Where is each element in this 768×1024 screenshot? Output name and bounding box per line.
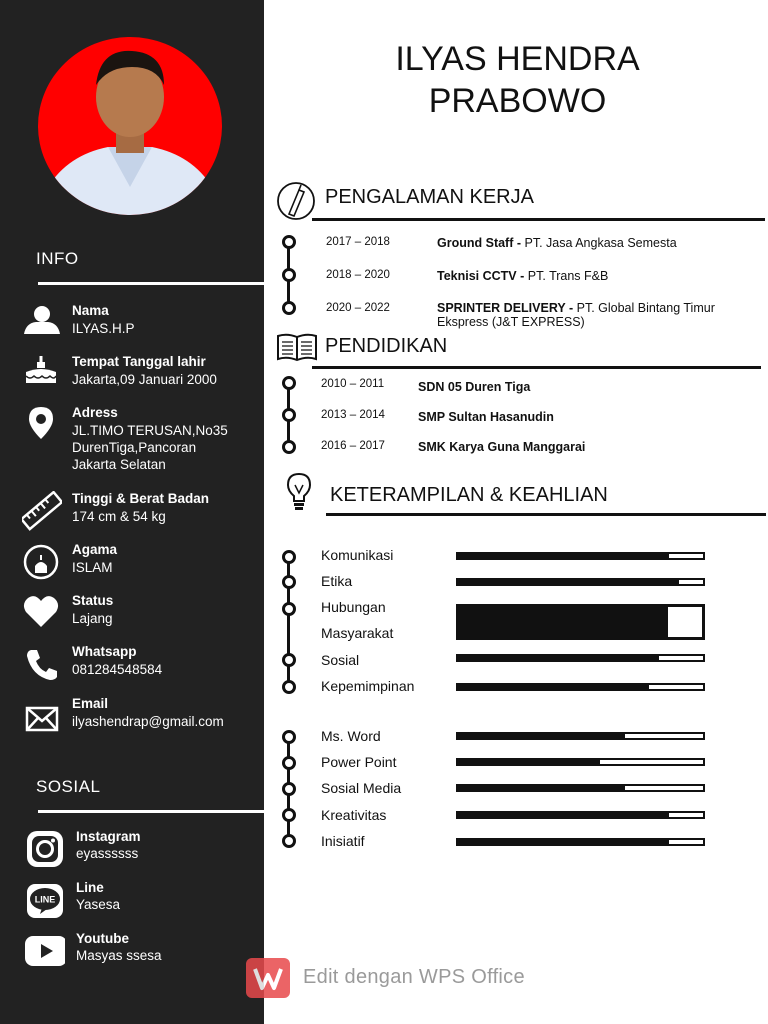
experience-years: 2017 – 2018 <box>326 236 390 248</box>
experience-entry <box>437 301 747 329</box>
info-divider <box>38 282 264 285</box>
education-school: SDN 05 Duren Tiga <box>418 380 531 394</box>
name-line-1: ILYAS HENDRA <box>395 40 640 78</box>
info-item-height-weight <box>22 491 262 539</box>
info-label: Whatsapp <box>72 644 137 659</box>
experience-company: PT. Trans F&B <box>527 269 609 283</box>
skill-bar-fill <box>458 580 679 584</box>
education-years: 2010 – 2011 <box>321 378 385 390</box>
info-value: Lajang <box>72 611 113 626</box>
skill-bar <box>456 552 705 560</box>
skill-bar <box>456 683 705 691</box>
skill-bar-fill <box>458 554 669 558</box>
timeline-dot <box>282 680 296 694</box>
experience-company: PT. Global Bintang Timur Ekspress (J&T EXPRESS) <box>437 301 715 329</box>
skill-label: Inisiatif <box>321 833 365 849</box>
info-value: ilyashendrap@gmail.com <box>72 714 224 729</box>
wps-watermark-text: Edit dengan WPS Office <box>303 966 525 988</box>
timeline-dot <box>282 602 296 616</box>
timeline-dot <box>282 834 296 848</box>
info-item-name <box>22 303 262 351</box>
timeline-dot <box>282 301 296 315</box>
skill-bar <box>456 758 705 766</box>
heart-icon <box>22 593 62 633</box>
envelope-icon <box>22 696 62 736</box>
skill-bar-fill <box>458 734 625 738</box>
name-line-2: PRABOWO <box>428 82 607 120</box>
mosque-icon <box>22 542 62 582</box>
person-icon <box>22 303 62 343</box>
timeline-dot <box>282 235 296 249</box>
experience-separator: - <box>513 236 525 250</box>
lightbulb-icon <box>285 471 313 513</box>
skill-bar-fill <box>459 607 668 637</box>
education-title: PENDIDIKAN <box>325 335 448 357</box>
skill-label: Ms. Word <box>321 728 381 744</box>
open-book-icon <box>276 332 318 362</box>
skill-bar-fill <box>458 813 669 817</box>
education-school: SMK Karya Guna Manggarai <box>418 440 586 454</box>
education-school: SMP Sultan Hasanudin <box>418 410 554 424</box>
skill-bar-fill <box>458 840 669 844</box>
info-item-status <box>22 593 262 641</box>
info-item-email <box>22 696 262 744</box>
timeline-dot <box>282 782 296 796</box>
education-divider <box>312 366 761 369</box>
social-item-youtube[interactable] <box>25 931 261 975</box>
info-item-birth <box>22 354 262 402</box>
social-label: Instagram <box>76 829 141 844</box>
skill-bar <box>456 811 705 819</box>
timeline-dot <box>282 756 296 770</box>
skill-label: Sosial Media <box>321 780 402 796</box>
social-divider <box>38 810 264 813</box>
timeline-dot <box>282 730 296 744</box>
skill-label: Komunikasi <box>321 547 394 563</box>
info-label: Adress <box>72 405 118 420</box>
social-value: Yasesa <box>76 897 121 912</box>
timeline-dot <box>282 550 296 564</box>
skill-bar-fill <box>458 685 649 689</box>
skill-label-line-2: Masyarakat <box>321 625 394 641</box>
experience-separator: - <box>516 269 528 283</box>
skill-bar <box>456 838 705 846</box>
timeline-dot <box>282 376 296 390</box>
timeline-dot <box>282 268 296 282</box>
skill-bar <box>456 732 705 740</box>
timeline-dot <box>282 808 296 822</box>
experience-entry <box>437 236 747 250</box>
info-item-whatsapp <box>22 644 262 692</box>
wps-watermark[interactable] <box>246 956 546 1000</box>
wps-logo-icon <box>246 958 290 998</box>
person-name <box>300 38 735 122</box>
experience-separator: - <box>565 301 577 315</box>
experience-role: SPRINTER DELIVERY <box>437 301 566 315</box>
info-label: Agama <box>72 542 118 557</box>
experience-divider <box>312 218 765 221</box>
skill-label: Sosial <box>321 652 360 668</box>
social-label: Youtube <box>76 931 129 946</box>
info-value: JL.TIMO TERUSAN,No35 DurenTiga,Pancoran Jakarta Selatan <box>72 423 228 472</box>
skill-label: Etika <box>321 573 353 589</box>
timeline-dot <box>282 653 296 667</box>
skill-bar <box>456 604 705 640</box>
info-section-title: INFO <box>36 249 79 268</box>
info-item-address <box>22 405 262 475</box>
skill-bar-fill <box>458 760 600 764</box>
social-item-instagram[interactable] <box>25 829 261 873</box>
social-section-title: SOSIAL <box>36 777 101 796</box>
social-value: Masyas ssesa <box>76 948 162 963</box>
location-pin-icon <box>22 405 62 445</box>
work-pen-icon <box>275 181 317 221</box>
youtube-icon <box>25 931 65 971</box>
skill-label: Power Point <box>321 754 397 770</box>
skill-bar <box>456 654 705 662</box>
skill-label: Kreativitas <box>321 807 387 823</box>
education-years: 2016 – 2017 <box>321 440 385 452</box>
line-icon <box>25 880 65 920</box>
social-value: eyassssss <box>76 846 139 861</box>
skill-label: Hubungan <box>321 599 386 615</box>
phone-icon <box>22 644 62 684</box>
timeline-dot <box>282 408 296 422</box>
timeline-dot <box>282 575 296 589</box>
skill-label: Kepemimpinan <box>321 678 415 694</box>
info-value: 081284548584 <box>72 662 163 677</box>
info-value: ISLAM <box>72 560 113 575</box>
skill-bar-fill <box>458 656 659 660</box>
info-label: Tempat Tanggal lahir <box>72 354 206 369</box>
info-label: Status <box>72 593 114 608</box>
info-label: Nama <box>72 303 109 318</box>
experience-years: 2020 – 2022 <box>326 302 390 314</box>
experience-company: PT. Jasa Angkasa Semesta <box>524 236 677 250</box>
skills-title: KETERAMPILAN & KEAHLIAN <box>330 484 608 506</box>
experience-years: 2018 – 2020 <box>326 269 390 281</box>
info-value: 174 cm & 54 kg <box>72 509 166 524</box>
timeline-dot <box>282 440 296 454</box>
experience-entry <box>437 269 747 283</box>
info-value: Jakarta,09 Januari 2000 <box>72 372 217 387</box>
sidebar <box>0 0 264 1024</box>
info-item-religion <box>22 542 262 590</box>
education-years: 2013 – 2014 <box>321 409 385 421</box>
social-item-line[interactable] <box>25 880 261 924</box>
skill-bar <box>456 784 705 792</box>
experience-role: Teknisi CCTV <box>437 269 517 283</box>
skill-bar <box>456 578 705 586</box>
experience-role: Ground Staff <box>437 236 514 250</box>
info-label: Tinggi & Berat Badan <box>72 491 210 506</box>
profile-photo <box>38 37 222 215</box>
birthday-cake-icon <box>22 354 62 394</box>
skill-bar-fill <box>458 786 625 790</box>
info-value: ILYAS.H.P <box>72 321 135 336</box>
social-label: Line <box>76 880 104 895</box>
instagram-icon <box>25 829 65 869</box>
skills-divider <box>326 513 766 516</box>
line-icon-text: LINE <box>34 894 56 905</box>
info-label: Email <box>72 696 109 711</box>
experience-title: PENGALAMAN KERJA <box>325 186 534 208</box>
ruler-icon <box>22 491 62 531</box>
